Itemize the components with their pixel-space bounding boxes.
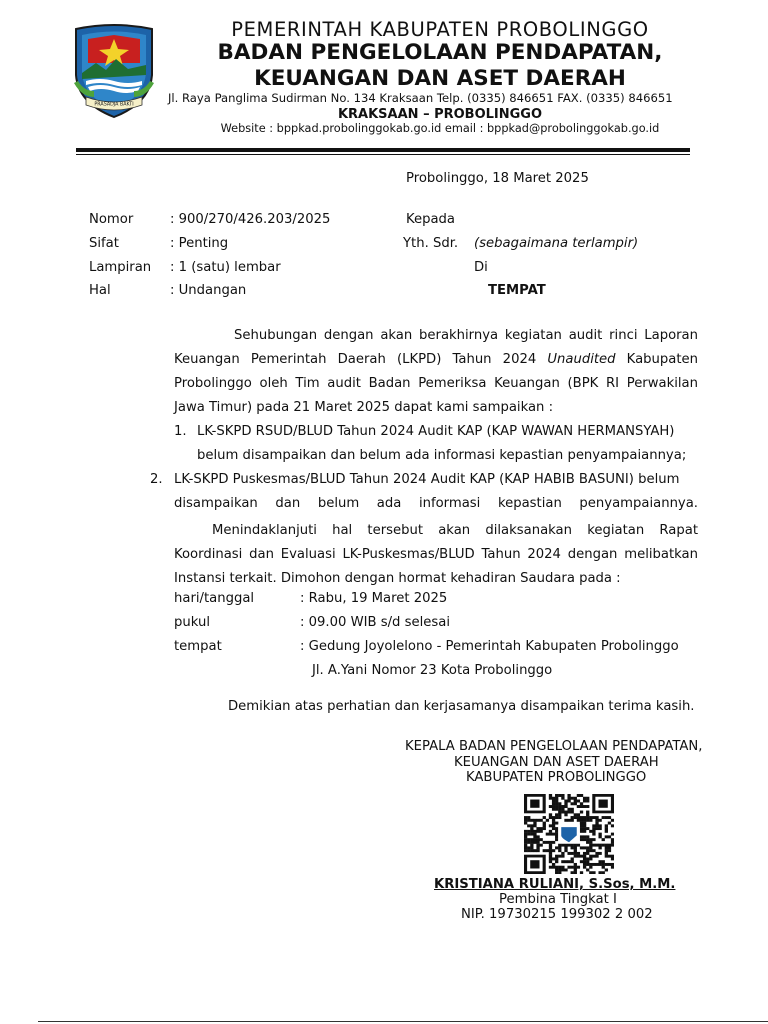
signatory-title-line2: KEUANGAN DAN ASET DAERAH (454, 755, 659, 770)
closing-sentence: Demikian atas perhatian dan kerjasamanya disampaikan terima kasih. (228, 699, 695, 714)
paragraph-intro-italic: Unaudited (547, 352, 616, 367)
list-item-1-line1: LK-SKPD RSUD/BLUD Tahun 2024 Audit KAP (KAP WAWAN HERMANSYAH) (197, 424, 675, 439)
hari-label: hari/tanggal (174, 591, 255, 606)
tempat-value-line2: Jl. A.Yani Nomor 23 Kota Probolinggo (312, 663, 553, 678)
list-item-2-number: 2. (150, 472, 163, 487)
signatory-title-line1: KEPALA BADAN PENGELOLAAN PENDAPATAN, (405, 739, 703, 754)
signatory-name: KRISTIANA RULIANI, S.Sos, M.M. (434, 877, 676, 892)
letterhead-thick-rule (76, 148, 690, 152)
paragraph-intro-part1: Sehubungan dengan akan berakhirnya kegiatan audit rinci Laporan Keuangan Pemerintah Daerah (LKPD) Tahun 2024 (174, 328, 698, 367)
hal-value: : Undangan (170, 283, 247, 298)
recipient-yth: Yth. Sdr. (403, 236, 459, 251)
sifat-label: Sifat (89, 236, 119, 251)
tempat-value-line1: : Gedung Joyolelono - Pemerintah Kabupaten Probolinggo (300, 639, 679, 654)
pukul-value: : 09.00 WIB s/d selesai (300, 615, 451, 630)
letterhead-address: Jl. Raya Panglima Sudirman No. 134 Kraksaan Telp. (0335) 846651 FAX. (0335) 846651 (168, 91, 673, 105)
nomor-label: Nomor (89, 212, 134, 227)
recipient-kepada: Kepada (406, 212, 456, 227)
lampiran-value: : 1 (satu) lembar (170, 260, 281, 275)
paragraph-intro-part2: Kabupaten Probolinggo oleh Tim audit Badan Pemeriksa Keuangan (BPK RI Perwakilan Jawa Timur) pada 21 Maret 2025 dapat kami sampaikan : (174, 352, 698, 415)
hari-value: : Rabu, 19 Maret 2025 (300, 591, 448, 606)
logo-ribbon-text: PRASADJA BAKTI (94, 102, 134, 108)
recipient-di: Di (474, 260, 488, 275)
recipient-value: (sebagaimana terlampir) (474, 236, 639, 251)
letterhead-agency-line2: KEUANGAN DAN ASET DAERAH (254, 66, 626, 91)
lampiran-label: Lampiran (89, 260, 152, 275)
recipient-tempat: TEMPAT (488, 283, 546, 298)
paragraph-followup: Menindaklanjuti hal tersebut akan dilaksanakan kegiatan Rapat Koordinasi dan Evaluasi LK-Puskesmas/BLUD Tahun 2024 dengan melibatkan Instansi terkait. Dimohon dengan hormat kehadiran Saudara pada : (174, 523, 698, 586)
list-item-2-line1: LK-SKPD Puskesmas/BLUD Tahun 2024 Audit KAP (KAP HABIB BASUNI) belum (174, 472, 680, 487)
signatory-nip: NIP. 19730215 199302 2 002 (461, 907, 653, 922)
letterhead-website: Website : bppkad.probolinggokab.go.id email : bppkad@probolinggokab.go.id (220, 122, 660, 135)
sifat-value: : Penting (170, 236, 229, 251)
list-item-1-number: 1. (174, 424, 187, 439)
signatory-rank: Pembina Tingkat I (499, 892, 617, 907)
tempat-label: tempat (174, 639, 222, 654)
letterhead-city: KRAKSAAN – PROBOLINGGO (337, 107, 543, 122)
regency-logo-icon (72, 23, 156, 119)
page-bottom-rule (38, 1021, 768, 1022)
hal-label: Hal (89, 283, 111, 298)
paragraph-intro (174, 324, 698, 420)
qr-code-icon (524, 794, 614, 874)
list-item-2-line2: disampaikan dan belum ada informasi kepastian penyampaiannya. (174, 496, 698, 511)
letterhead-agency-line1: BADAN PENGELOLAAN PENDAPATAN, (217, 40, 663, 65)
letterhead-government: PEMERINTAH KABUPATEN PROBOLINGGO (231, 18, 649, 41)
nomor-value: : 900/270/426.203/2025 (170, 212, 331, 227)
pukul-label: pukul (174, 615, 210, 630)
letterhead-thin-rule (76, 154, 690, 155)
signatory-title-line3: KABUPATEN PROBOLINGGO (466, 770, 647, 785)
letter-date: Probolinggo, 18 Maret 2025 (406, 171, 589, 186)
list-item-1-line2: belum disampaikan dan belum ada informasi kepastian penyampaiannya; (197, 448, 687, 463)
